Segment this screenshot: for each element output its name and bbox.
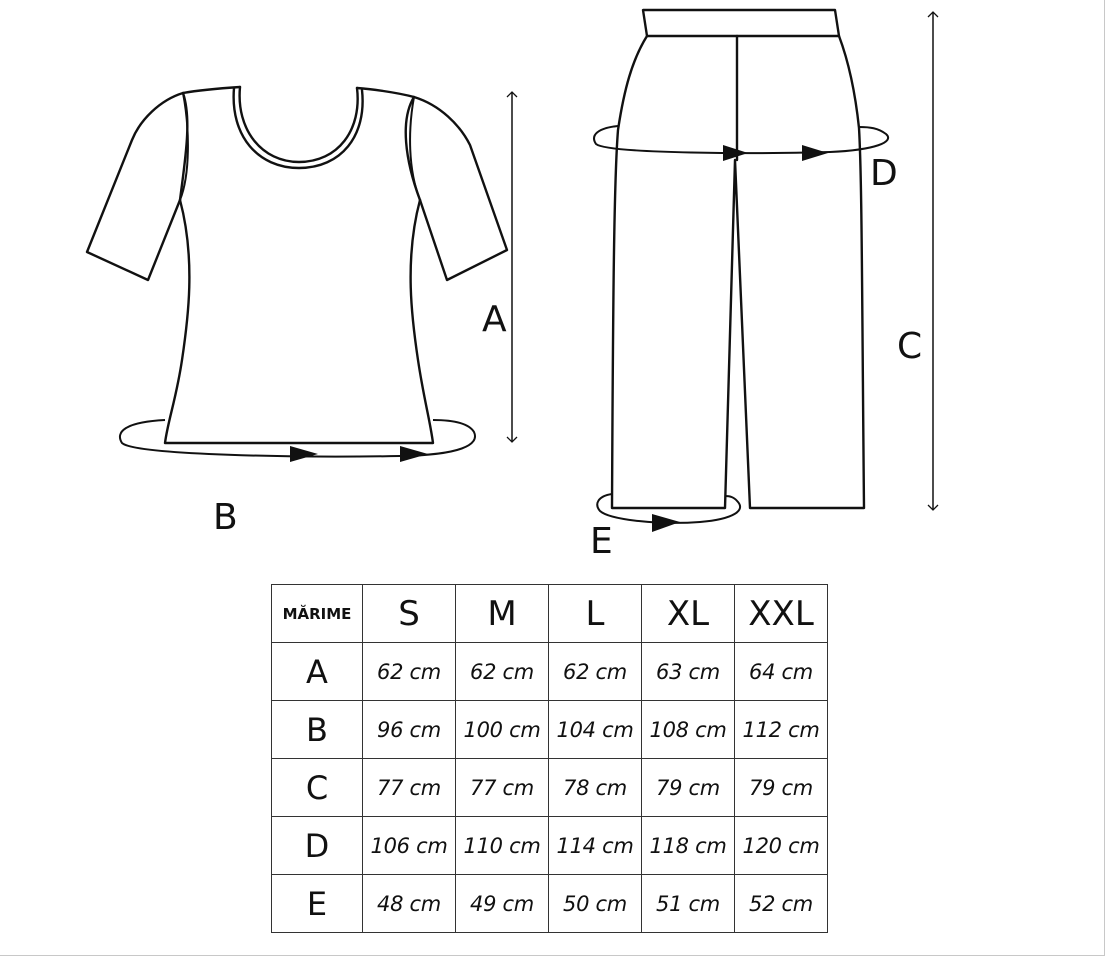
- table-cell: 51 cm: [642, 875, 735, 933]
- table-cell: 79 cm: [642, 759, 735, 817]
- table-header-size: MĂRIME: [272, 585, 363, 643]
- measure-d-arrow-1: [723, 145, 748, 161]
- table-cell: 120 cm: [735, 817, 828, 875]
- label-e: E: [590, 521, 613, 562]
- label-c: C: [897, 326, 923, 367]
- table-header-cell: S: [363, 585, 456, 643]
- table-cell: 77 cm: [456, 759, 549, 817]
- table-cell: 52 cm: [735, 875, 828, 933]
- table-cell: 100 cm: [456, 701, 549, 759]
- table-row: [272, 643, 828, 701]
- table-row: [272, 701, 828, 759]
- table-header-cell: XXL: [735, 585, 828, 643]
- table-cell: 108 cm: [642, 701, 735, 759]
- table-cell: 112 cm: [735, 701, 828, 759]
- table-cell: 63 cm: [642, 643, 735, 701]
- pants-drawing: [612, 10, 864, 508]
- table-row-label: A: [272, 643, 363, 701]
- table-cell: 114 cm: [549, 817, 642, 875]
- measure-b-arrow-2: [400, 446, 428, 462]
- table-cell: 106 cm: [363, 817, 456, 875]
- table-cell: 110 cm: [456, 817, 549, 875]
- table-cell: 50 cm: [549, 875, 642, 933]
- table-header-cell: L: [549, 585, 642, 643]
- table-cell: 79 cm: [735, 759, 828, 817]
- table-row-label: B: [272, 701, 363, 759]
- table-row-label: E: [272, 875, 363, 933]
- table-cell: 104 cm: [549, 701, 642, 759]
- table-row: [272, 817, 828, 875]
- table-cell: 62 cm: [363, 643, 456, 701]
- table-cell: 64 cm: [735, 643, 828, 701]
- table-header-row: [272, 585, 828, 643]
- size-table: [271, 584, 828, 933]
- table-row: [272, 875, 828, 933]
- measure-d-arrow-2: [802, 145, 828, 161]
- table-cell: 78 cm: [549, 759, 642, 817]
- table-row-label: D: [272, 817, 363, 875]
- table-cell: 62 cm: [456, 643, 549, 701]
- measure-b-arrow-1: [290, 446, 318, 462]
- table-cell: 96 cm: [363, 701, 456, 759]
- table-row: [272, 759, 828, 817]
- label-d: D: [870, 153, 898, 194]
- table-header-cell: M: [456, 585, 549, 643]
- table-cell: 49 cm: [456, 875, 549, 933]
- measure-d-loop: [594, 126, 888, 153]
- label-b: B: [213, 497, 238, 538]
- table-row-label: C: [272, 759, 363, 817]
- label-a: A: [482, 299, 507, 340]
- table-header-cell: XL: [642, 585, 735, 643]
- table-cell: 77 cm: [363, 759, 456, 817]
- table-cell: 118 cm: [642, 817, 735, 875]
- table-cell: 62 cm: [549, 643, 642, 701]
- table-cell: 48 cm: [363, 875, 456, 933]
- tshirt-drawing: [87, 87, 507, 443]
- measure-e-arrow: [652, 514, 680, 532]
